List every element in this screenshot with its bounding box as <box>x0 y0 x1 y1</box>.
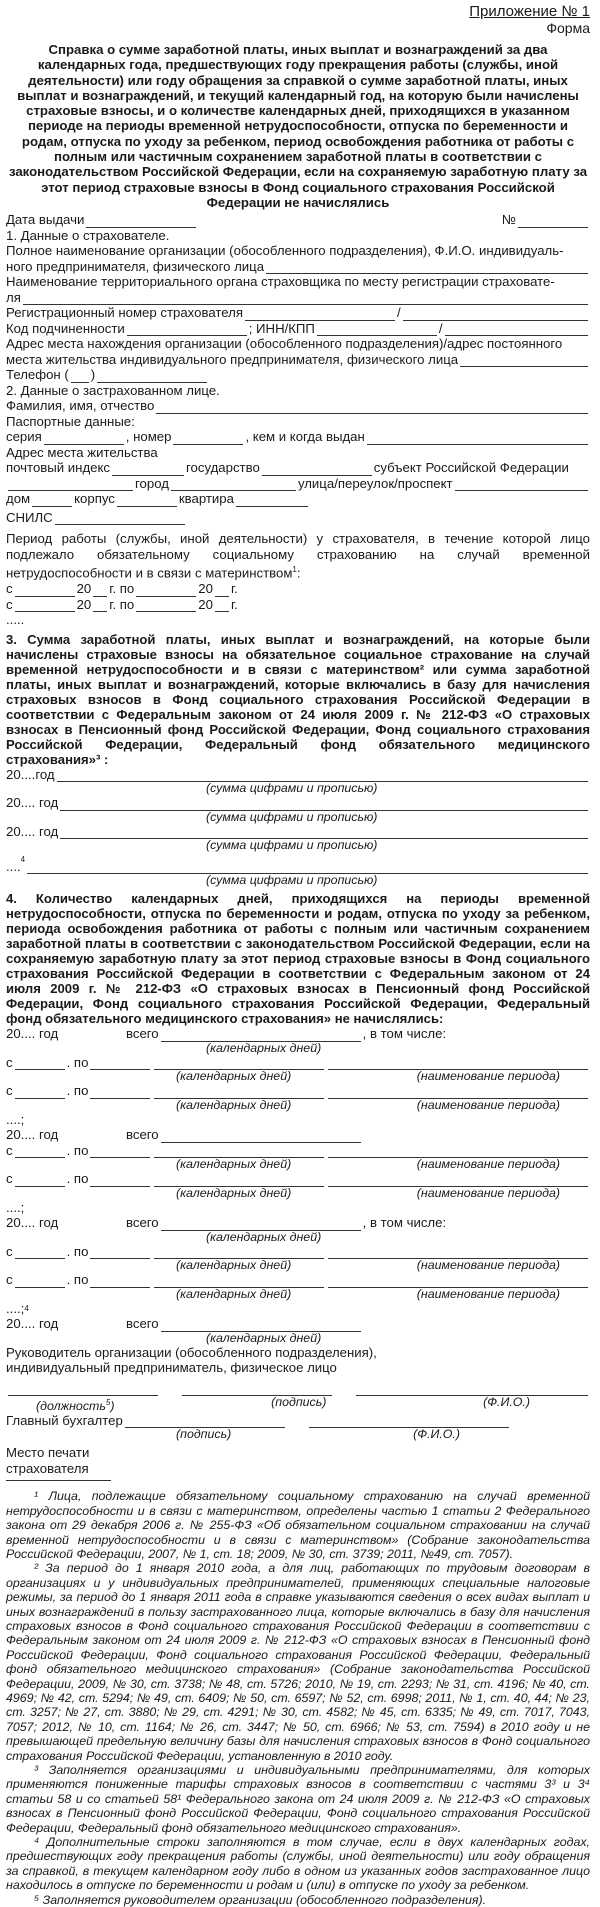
s4-y1r2-from: с <box>6 1083 13 1099</box>
s3-sum-caption-4: (сумма цифрами и прописью) <box>206 873 378 888</box>
flat-label: квартира <box>178 491 234 507</box>
issue-date-field[interactable] <box>86 216 196 228</box>
period-to-label: г. по <box>109 581 135 597</box>
s4-year-3 <box>6 1215 590 1231</box>
state-label: государство <box>186 460 260 476</box>
passport-number-field[interactable] <box>173 433 243 445</box>
inn-label: ; ИНН/КПП <box>248 320 315 336</box>
s4-period-c5: (наименование периода) <box>416 1258 560 1273</box>
section4-heading: 4. Количество календарных дней, приходящихся на периоды временной нетрудоспособности, отпуска по беременности и родам, отпуска по уходу за ребенком, периода освобождения работника от работы с полным или частичным сохранением заработной платы в соответствии с законодательством Российской Федерации, если на сохраняемую заработную плату за этот период страховые взносы в Фонд социального страхования Российской Федерации в соответствии с Федеральным законом от 24 июля 2009 г. № 212-ФЗ «О страховых взносах в Пенсионный фонд Российской Федерации, Фонд социального страхования Российской Федерации, Федеральный фонд обязательного медицинского страхования» не начислялись: <box>6 891 590 1027</box>
reg-number-label: Регистрационный номер страхователя <box>6 305 243 321</box>
issued-label: , кем и когда выдан <box>245 429 365 445</box>
period-from-label: с <box>6 581 13 597</box>
house-field[interactable] <box>32 495 72 507</box>
territorial-label2: ля <box>6 289 21 305</box>
s4-y3r2-to: . по <box>66 1272 89 1288</box>
stamp-label: Место печати <box>6 1445 90 1461</box>
fio-caption: (Ф.И.О.) <box>483 1394 530 1409</box>
subject-field[interactable] <box>8 479 133 491</box>
street-field[interactable] <box>455 479 588 491</box>
head-position-field[interactable] <box>8 1384 158 1396</box>
s3-year-2-label: 20.... год <box>6 795 59 811</box>
position-caption-text: (должность <box>36 1398 106 1413</box>
s4-total-field-3[interactable] <box>161 1219 361 1231</box>
s3-sum-caption-3: (сумма цифрами и прописью) <box>206 838 378 853</box>
s4-total-label-4: всего <box>126 1316 159 1332</box>
s4-y3r1-to: . по <box>66 1243 89 1259</box>
insurer-name-row <box>6 259 590 275</box>
footnote-3: ³ Заполняется организациями и индивидуальными предпринимателями, для которых применяются пониженные тарифы страховых взносов в соответствии с частями 3³ и 3⁴ статьи 58 и со статьей 58¹ Федерального закона от 24 июля 2009 г. № 212-ФЗ «О страховых взносах в Пенсионный фонд Российской Федерации, Фонд социального страхования Российской Федерации, Федеральный фонд обязательного медицинского страхования». <box>6 1763 590 1835</box>
s4-y3r1-to-field[interactable] <box>90 1247 150 1259</box>
s4-days-c: (календарных дней) <box>176 1069 292 1084</box>
s3-more-fn: 4 <box>20 855 26 865</box>
subordination-field[interactable] <box>127 324 247 336</box>
s4-y1-row-1 <box>6 1055 590 1071</box>
city-field[interactable] <box>171 479 296 491</box>
footnote-4: ⁴ Дополнительные строки заполняются в том случае, если в двух календарных годах, предшествующих году прекращения работы (службы, иной деятельности) или году обращения за справкой, в текущем календарном году либо в одном из указанных годов застрахованное лицо находилось в отпуске по беременности и родам и (или) в отпуске по уходу за ребенком. <box>6 1835 590 1893</box>
s4-period-c4: (наименование периода) <box>416 1185 560 1200</box>
period2-from-year[interactable] <box>93 600 107 612</box>
s4-y1r2-to: . по <box>66 1083 89 1099</box>
kpp-field[interactable] <box>445 324 588 336</box>
zip-label: почтовый индекс <box>6 460 110 476</box>
period-row-1 <box>6 581 590 597</box>
fio-label: Фамилия, имя, отчество <box>6 398 155 414</box>
s4-total-field-1[interactable] <box>161 1030 361 1042</box>
s4-days-c2: (календарных дней) <box>176 1097 292 1112</box>
s4-y2-row-2 <box>6 1171 590 1187</box>
issued-field[interactable] <box>367 433 588 445</box>
street-label: улица/переулок/проспект <box>297 475 453 491</box>
number-label: № <box>501 212 516 228</box>
s4-y2-row-1 <box>6 1143 590 1159</box>
flat-field[interactable] <box>236 495 308 507</box>
passport-label: Паспортные данные: <box>6 413 135 429</box>
head-fio-field[interactable] <box>356 1384 588 1396</box>
position-caption-end: ) <box>110 1398 115 1413</box>
s3-sum-caption-1: (сумма цифрами и прописью) <box>206 781 378 796</box>
period-fn-mark: 1 <box>292 565 297 575</box>
s4-more-1: ....; <box>6 1111 25 1127</box>
position-caption <box>36 1396 114 1413</box>
section2-heading: 2. Данные о застрахованном лице. <box>6 382 220 398</box>
s4-year-4 <box>6 1316 590 1332</box>
s4-period-c: (наименование периода) <box>416 1069 560 1084</box>
s4-y2r2-from-field[interactable] <box>15 1175 65 1187</box>
s3-year-1-label: 20....год <box>6 766 55 782</box>
snils-label: СНИЛС <box>6 509 53 525</box>
appendix-label: Приложение № 1 <box>469 3 590 20</box>
head-captions <box>6 1396 590 1413</box>
accountant-label: Главный бухгалтер <box>6 1412 123 1428</box>
signature-caption: (подпись) <box>271 1394 327 1409</box>
series-field[interactable] <box>44 433 124 445</box>
s4-year-3-label: 20.... год <box>6 1215 59 1231</box>
s4-y1r1-to-field[interactable] <box>90 1058 150 1070</box>
s4-days-c5: (календарных дней) <box>176 1258 292 1273</box>
s4-year-4-label: 20.... год <box>6 1316 59 1332</box>
reg-number-field-1[interactable] <box>245 309 395 321</box>
snils-row <box>6 510 590 526</box>
section1-heading: 1. Данные о страхователе. <box>6 227 170 243</box>
form-label: Форма <box>546 20 590 36</box>
s4-period-c6: (наименование периода) <box>416 1286 560 1301</box>
address-field[interactable] <box>460 355 588 367</box>
s4-y1r2-from-field[interactable] <box>15 1087 65 1099</box>
s4-y2r2-from: с <box>6 1171 13 1187</box>
period2-yr-label-2: 20 <box>198 596 213 612</box>
s4-more-3-dots: ....; <box>6 1300 25 1316</box>
s4-y3r2-from: с <box>6 1272 13 1288</box>
s4-y1r2-name-field[interactable] <box>328 1087 588 1099</box>
s4-incl-label-1: , в том числе: <box>362 1026 447 1042</box>
s4-y1r2-to-field[interactable] <box>90 1087 150 1099</box>
territorial-field[interactable] <box>23 293 588 305</box>
period-from-year[interactable] <box>93 585 107 597</box>
s4-days-c6: (календарных дней) <box>176 1286 292 1301</box>
footnote-2: ² За период до 1 января 2010 года, а для лиц, работающих по трудовым договорам в организациях и у индивидуальных предпринимателей, применяющих специальные налоговые режимы, за период до 1 января 2011 года в справке указываются сведения о всех видах выплат и иных вознаграждений в пользу застрахованного лица, которые включались в базу для начисления страховых взносов в Фонд социального страхования Российской Федерации в соответствии с Федеральным законом от 24 июля 2009 г. № 212-ФЗ «О страховых взносах в Пенсионный фонд Российской Федерации, Фонд социального страхования Российской Федерации, Федеральный фонд обязательного медицинского страхования» (Собрание законодательства Российской Федерации, 2009, № 30, ст. 3738; № 48, ст. 5726; 2010, № 19, ст. 2293; № 31, ст. 4196; № 40, ст. 4969; № 42, ст. 5294; № 49, ст. 6409; № 50, ст. 6597; № 52, ст. 6998; 2011, № 1, ст. 40, 44; № 23, ст. 3257; № 27, ст. 3880; № 29, ст. 4291; № 30, ст. 4582; № 45, ст. 6335; № 49, ст. 7017, 7043, 7057; 2012, № 10, ст. 1164; № 26, ст. 3447; № 50, ст. 6966; № 53, ст. 7594) в 2010 году и не превышающей предельную величину базы для начисления страховых взносов в Фонд социального страхования Российской Федерации, установленную в 2010 году. <box>6 1561 590 1763</box>
s4-total-label-3: всего <box>126 1215 159 1231</box>
s4-year-2-label: 20.... год <box>6 1127 59 1143</box>
s4-days-caption-1: (календарных дней) <box>206 1040 322 1055</box>
phone-code-field[interactable] <box>71 371 89 383</box>
footnote-1: ¹ Лица, подлежащие обязательному социальному страхованию на случай временной нетрудоспособности и в связи с материнством, определены частью 1 статьи 2 Федерального закона от 29 декабря 2006 г. № 255-ФЗ «Об обязательном социальном страховании на случай временной нетрудоспособности и в связи с материнством» (Собрание законодательства Российской Федерации, 2007, № 1, ст. 18; 2009, № 30, ст. 3739; 2011, №49, ст. 7057). <box>6 1489 590 1561</box>
s4-days-c4: (календарных дней) <box>176 1185 292 1200</box>
s4-y3-row-2 <box>6 1272 590 1288</box>
period2-to-year[interactable] <box>215 600 229 612</box>
s4-total-field-2[interactable] <box>161 1131 361 1143</box>
s4-period-c3: (наименование периода) <box>416 1157 560 1172</box>
subordination-row: Код подчиненности ; ИНН/КПП / <box>6 321 590 337</box>
s4-y3r1-from-field[interactable] <box>15 1247 65 1259</box>
s4-y2r1-to-field[interactable] <box>90 1146 150 1158</box>
insurer-name-label: Полное наименование организации (обособленного подразделения), Ф.И.О. индивидуаль- <box>6 243 564 259</box>
s4-captions-row-2 <box>6 1099 590 1112</box>
residence-label: Адрес места жительства <box>6 444 158 460</box>
city-row <box>6 476 590 492</box>
period-colon: : <box>296 565 301 581</box>
period-from-day[interactable] <box>15 585 75 597</box>
s4-period-c2: (наименование периода) <box>416 1097 560 1112</box>
subordination-label: Код подчиненности <box>6 320 125 336</box>
s4-y2r2-name-field[interactable] <box>328 1175 588 1187</box>
phone-label: Телефон ( <box>6 367 69 383</box>
accountant-fio-field[interactable] <box>309 1416 509 1428</box>
period-dots: ..... <box>6 612 25 628</box>
s4-total-field-4[interactable] <box>161 1320 361 1332</box>
s4-year-2 <box>6 1127 590 1143</box>
s3-year-2 <box>6 795 590 811</box>
period2-to-day[interactable] <box>136 600 196 612</box>
passport-number-label: , номер <box>125 429 172 445</box>
head-label: Руководитель организации (обособленного подразделения), <box>6 1344 377 1360</box>
s3-year-2-field[interactable] <box>60 799 588 811</box>
passport-row <box>6 429 590 445</box>
s4-year-1 <box>6 1026 590 1042</box>
zip-row <box>6 460 590 476</box>
number-field[interactable] <box>518 216 588 228</box>
accountant-captions <box>6 1428 590 1441</box>
s4-captions-row-5 <box>6 1259 590 1272</box>
subject-label: субъект Российской Федерации <box>373 460 569 476</box>
s3-year-3 <box>6 824 590 840</box>
insurer-name-label2: ного предпринимателя, физического лица <box>6 258 265 274</box>
period2-yr-label: 20 <box>76 596 92 612</box>
inn-field[interactable] <box>317 324 437 336</box>
s4-y2r2-to: . по <box>66 1171 89 1187</box>
s4-y2r1-from-field[interactable] <box>15 1146 65 1158</box>
s4-y3r2-name-field[interactable] <box>328 1276 588 1288</box>
address-label2: места жительства индивидуального предпринимателя, физического лица <box>6 351 459 367</box>
s4-captions-row-6 <box>6 1288 590 1301</box>
territorial-label: Наименование территориального органа страховщика по месту регистрации страховате- <box>6 274 555 290</box>
position-fn: 5 <box>105 1397 111 1407</box>
s4-y3-row-1 <box>6 1244 590 1260</box>
s3-more-row <box>6 852 590 874</box>
s4-y2r1-to: . по <box>66 1142 89 1158</box>
reg-number-row: Регистрационный номер страхователя / <box>6 305 590 321</box>
state-field[interactable] <box>262 464 372 476</box>
block-field[interactable] <box>117 495 177 507</box>
s4-captions-row-3 <box>6 1158 590 1171</box>
s4-y3r2-days-field[interactable] <box>154 1276 324 1288</box>
period-text <box>6 531 590 581</box>
phone-row <box>6 367 590 383</box>
period-from-label-2: с <box>6 596 13 612</box>
period-yr-label-2: 20 <box>198 581 213 597</box>
s4-more-fn: 4 <box>24 1303 29 1313</box>
s4-incl-label-3: , в том числе: <box>362 1215 447 1231</box>
s4-y1r1-from: с <box>6 1054 13 1070</box>
s4-y3r1-from: с <box>6 1243 13 1259</box>
s4-y3r2-from-field[interactable] <box>15 1276 65 1288</box>
house-label: дом <box>6 491 31 507</box>
footnote-divider <box>6 1480 111 1481</box>
period-row-2 <box>6 597 590 613</box>
address-label: Адрес места нахождения организации (обособленного подразделения)/адрес постоянного <box>6 336 563 352</box>
territorial-row <box>6 290 590 306</box>
address-row <box>6 352 590 368</box>
s3-year-3-label: 20.... год <box>6 823 59 839</box>
head-sign-row <box>6 1376 590 1396</box>
insurer-name-field[interactable] <box>266 262 588 274</box>
issue-date-row <box>6 212 590 228</box>
reg-number-field-2[interactable] <box>403 309 588 321</box>
s4-y2r2-days-field[interactable] <box>154 1175 324 1187</box>
period2-g-label: г. <box>230 596 238 612</box>
accountant-row <box>6 1413 590 1429</box>
footnote-5: ⁵ Заполняется руководителем организации (обособленного подразделения). <box>34 1892 487 1907</box>
s4-captions-row-1 <box>6 1070 590 1083</box>
period-to-year[interactable] <box>215 585 229 597</box>
s4-y1r1-from-field[interactable] <box>15 1058 65 1070</box>
period-text-body: Период работы (службы, иной деятельности) у страхователя, в течение которой лицо подлежало обязательному социальному страхованию на случай временной нетрудоспособности и в связи с материнством <box>6 531 590 581</box>
s4-year-1-label: 20.... год <box>6 1026 59 1042</box>
stamp-label-2: страхователя <box>6 1460 89 1476</box>
s4-days-c3: (календарных дней) <box>176 1157 292 1172</box>
period-g-label: г. <box>230 581 238 597</box>
fio-row <box>6 398 590 414</box>
head-label-2: индивидуальный предприниматель, физическое лицо <box>6 1360 337 1376</box>
snils-field[interactable] <box>55 513 185 525</box>
accountant-signature-caption: (подпись) <box>176 1427 232 1442</box>
period2-from-day[interactable] <box>15 600 75 612</box>
section3-heading: 3. Сумма заработной платы, иных выплат и вознаграждений, на которые были начислены страховые взносы на обязательное социальное страхование на случай временной нетрудоспособности и в связи с материнством² или сумма заработной платы, иных выплат и вознаграждений, которые включались в базу для начисления страховых взносов в Фонд социального страхования Российской Федерации в соответствии с Федеральным законом от 24 июля 2009 г. № 212-ФЗ «О страховых взносах в Пенсионный фонд Российской Федерации, Фонд социального страхования Российской Федерации, Федеральный фонд обязательного медицинского страхования»³ : <box>6 631 590 767</box>
s4-total-label-1: всего <box>126 1026 159 1042</box>
s3-more-dots: .... <box>6 858 21 874</box>
s4-y2r1-from: с <box>6 1142 13 1158</box>
s4-y2r2-to-field[interactable] <box>90 1175 150 1187</box>
s4-days-caption-3: (календарных дней) <box>206 1229 322 1244</box>
city-label: город <box>135 475 169 491</box>
fio-field[interactable] <box>156 402 588 414</box>
phone-label2: ) <box>90 367 96 383</box>
s4-captions-row-4 <box>6 1187 590 1200</box>
zip-field[interactable] <box>112 464 184 476</box>
block-label: корпус <box>74 491 115 507</box>
phone-field[interactable] <box>97 371 207 383</box>
s4-y1r1-to: . по <box>66 1054 89 1070</box>
s4-days-caption-4: (календарных дней) <box>206 1330 322 1345</box>
s4-y1r2-days-field[interactable] <box>154 1087 324 1099</box>
s4-total-label-2: всего <box>126 1127 159 1143</box>
house-row <box>6 491 590 507</box>
s4-y1-row-2 <box>6 1083 590 1099</box>
s4-y3r2-to-field[interactable] <box>90 1276 150 1288</box>
period2-to-label: г. по <box>109 596 135 612</box>
accountant-fio-caption: (Ф.И.О.) <box>413 1427 460 1442</box>
s3-sum-caption-2: (сумма цифрами и прописью) <box>206 809 378 824</box>
form-page <box>6 4 590 1907</box>
s4-more-2: ....; <box>6 1199 25 1215</box>
series-label: серия <box>6 429 42 445</box>
s4-more-3 <box>6 1301 590 1317</box>
period-to-day[interactable] <box>136 585 196 597</box>
issue-date-label: Дата выдачи <box>6 212 85 228</box>
document-title: Справка о сумме заработной платы, иных выплат и вознаграждений за два календарных года, предшествующих году прекращения работы (службы, иной деятельности) или году обращения за справкой о сумме заработной платы, иных выплат и вознаграждений, и текущий календарный год, на которую были начислены страховые взносы, и о количестве календарных дней, приходящихся в указанном периоде на периоды временной нетрудоспособности, отпуска по беременности и родам, отпуска по уходу за ребенком, период освобождения работника от работы с полным или частичным сохранением заработной платы в соответствии с законодательством Российской Федерации, если на сохраняемую заработную плату за этот период страховые взносы в Фонд социального страхования Российской Федерации не начислялись <box>8 42 588 210</box>
period-yr-label: 20 <box>76 581 92 597</box>
s3-year-1 <box>6 767 590 783</box>
head-signature-field[interactable] <box>182 1384 332 1396</box>
